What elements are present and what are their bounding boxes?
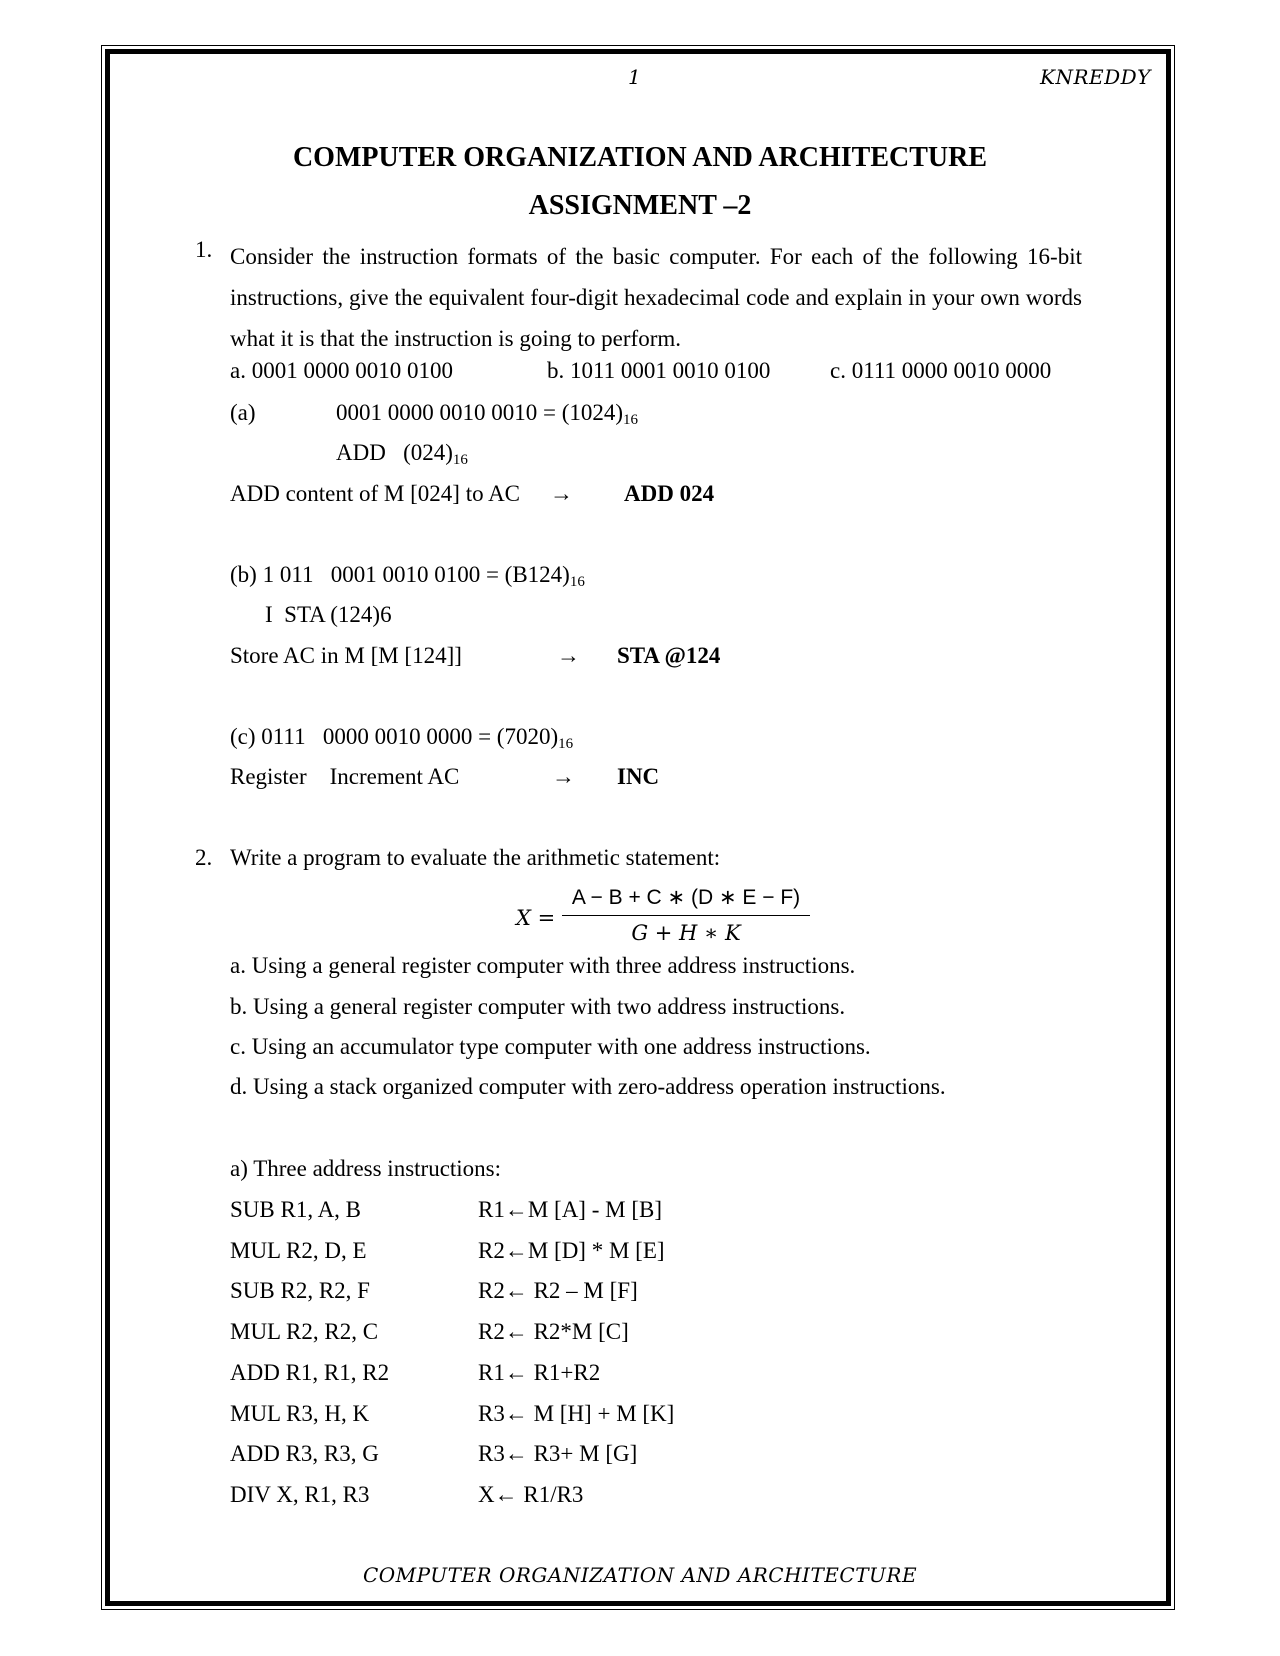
q1c-binary-line: (c) 0111 0000 0010 $0000 = (7020)_{16}$ [230,724,574,752]
q1a-explanation: ADD content of M [024] to AC [230,481,521,506]
q2-part-a: a. Using a general register computer with three address instructions. [230,953,856,978]
instruction-row: MUL R2, R2, C [230,1319,379,1344]
arrow-icon: → [550,481,573,506]
q1b-explanation: Store AC in M [M [124]] [230,643,462,668]
q1a-label: (a) [230,400,256,425]
formula-lhs: X = [516,906,556,930]
instruction-description: R1← R1+R2 [478,1360,601,1385]
assignment-title: ASSIGNMENT –2 [528,190,752,221]
instruction-row: SUB R2, R2, F [230,1278,370,1303]
formula-denominator: G + H ∗ K [631,921,741,945]
q1-number: 1. [195,237,213,262]
instruction-description: R3← R3+ M [G] [478,1441,638,1466]
instruction-description: R2←M [D] * M [E] [478,1238,665,1263]
formula-numerator: A − B + C ∗ (D ∗ E − F) [571,886,801,909]
three-address-heading: a) Three address instructions: [230,1156,502,1181]
q1-option-a: a. 0001 0000 0010 0100 [230,358,453,383]
q1b-result: STA @124 [617,643,721,668]
instruction-description: R2← R2*M [C] [478,1319,629,1344]
q1-option-b: b. 1011 0001 0010 0100 [547,358,771,383]
q1a-opcode-line: ADD $(024)_{16}$ [336,440,468,468]
q2-part-b: b. Using a general register computer with two address instructions. [230,994,846,1019]
page-footer: COMPUTER ORGANIZATION AND ARCHITECTURE [362,1563,918,1587]
instruction-description: X← R1/R3 [478,1482,584,1507]
q1-option-c: c. 0111 0000 0010 0000 [830,358,1052,383]
document-title: COMPUTER ORGANIZATION AND ARCHITECTURE [292,142,988,173]
arrow-icon: → [557,643,580,668]
author-name: KNREDDY [1040,65,1151,89]
instruction-description: R1←M [A] - M [B] [478,1197,662,1222]
q1b-binary-line: (b) 1 011 0001 0010 $0100 = (B124)_{16}$ [230,562,585,590]
q2-number: 2. [195,845,213,870]
page-number: 1 [628,65,642,89]
instruction-row: MUL R3, H, K [230,1401,370,1426]
instruction-description: R3← M [H] + M [K] [478,1401,675,1426]
instruction-description: R2← R2 – M [F] [478,1278,638,1303]
arrow-icon: → [552,764,575,789]
instruction-row: DIV X, R1, R3 [230,1482,370,1507]
q1a-result: ADD 024 [624,481,715,506]
q1a-binary-line: 0001 0000 0010 $0010 = (1024)_{16}$ [336,400,639,428]
instruction-row: ADD R3, R3, G [230,1441,379,1466]
q1-text: Consider the instruction formats of the basic computer. For each of the following 16-bit instructions, give the equivalent four-digit hexadecimal code and explain in your own words what it is that the instruction is going to perform. [230,244,1082,351]
q1b-opcode-line: I STA (124)6 [265,602,392,627]
q2-part-d: d. Using a stack organized computer with zero-address operation instructions. [230,1074,946,1099]
instruction-row: SUB R1, A, B [230,1197,362,1222]
instruction-row: MUL R2, D, E [230,1238,367,1263]
q2-part-c: c. Using an accumulator type computer with one address instructions. [230,1034,871,1059]
instruction-row: ADD R1, R1, R2 [230,1360,390,1385]
q2-text: Write a program to evaluate the arithmetic statement: [230,845,721,870]
q1c-result: INC [617,764,660,789]
q1c-explanation: Register Increment AC [230,764,460,789]
fraction-bar [562,915,810,916]
